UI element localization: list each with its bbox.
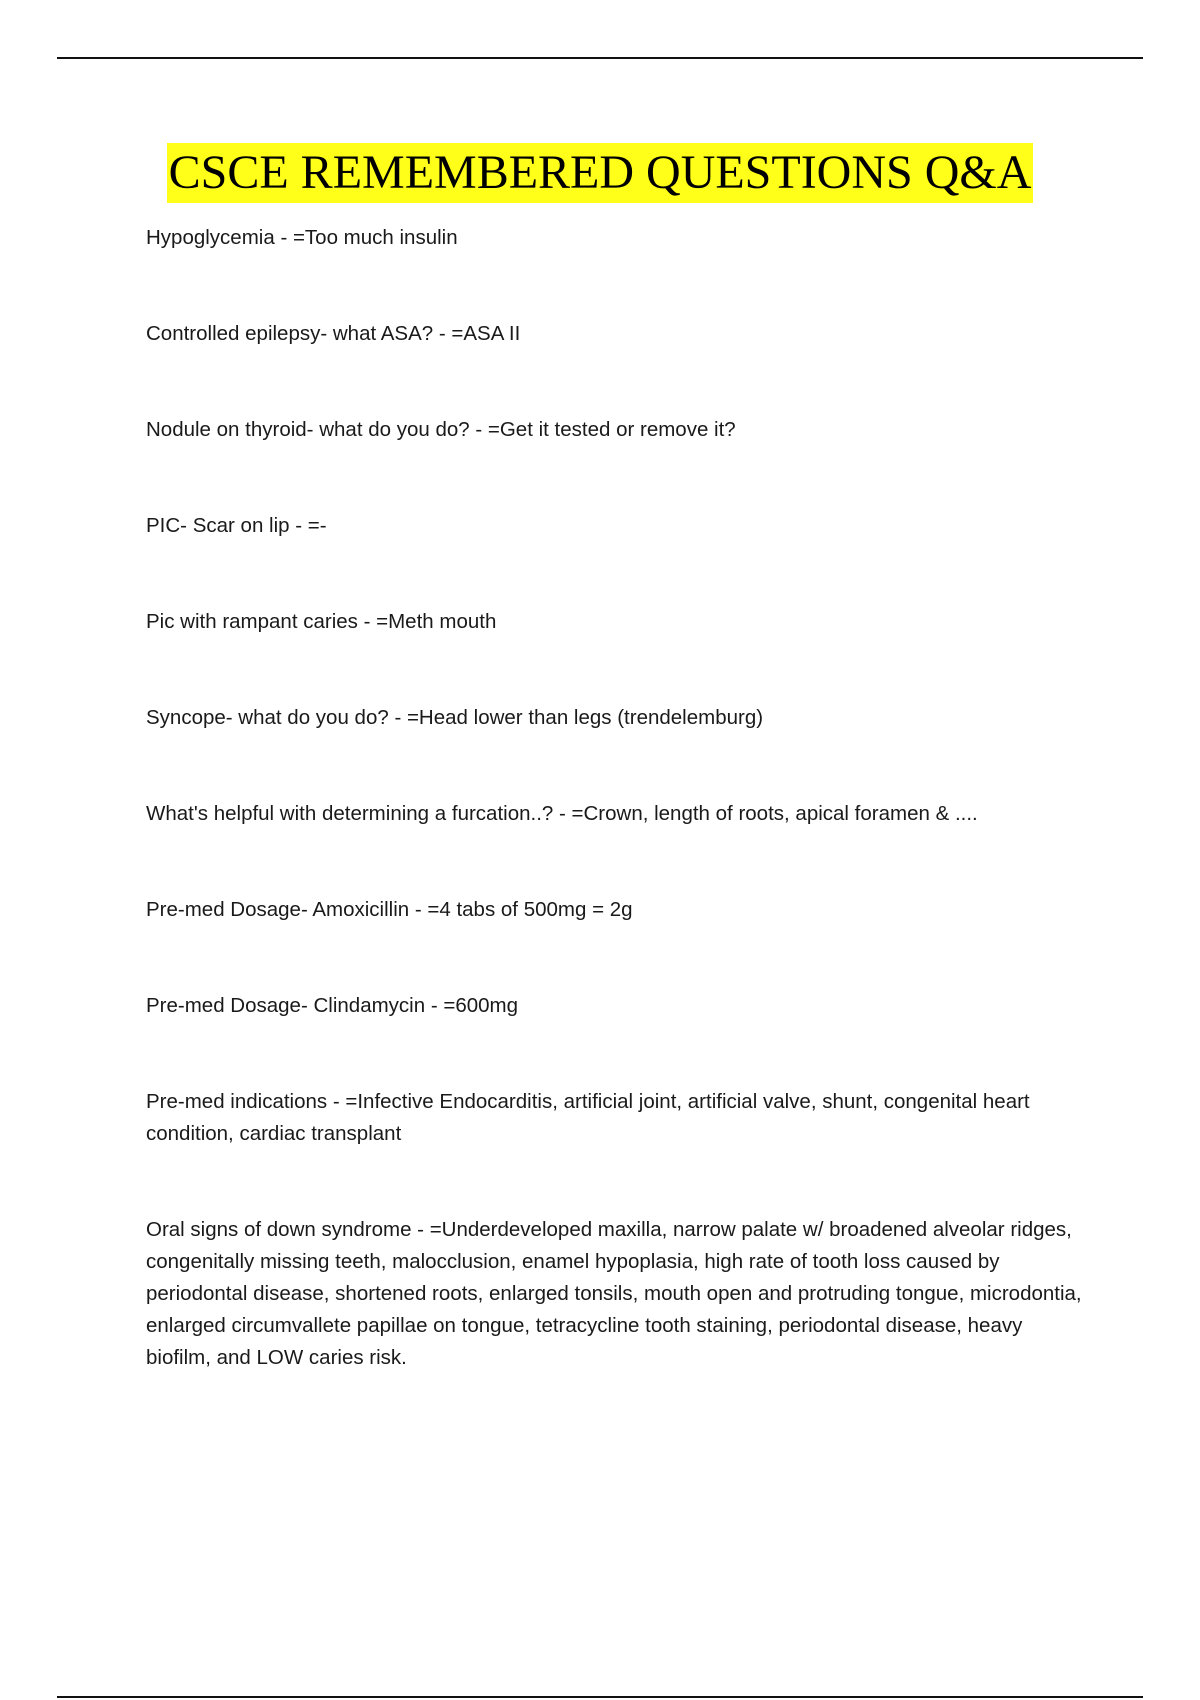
qa-item-thyroid-nodule: Nodule on thyroid- what do you do? - =Get it tested or remove it? [146,418,736,441]
qa-item-rampant-caries: Pic with rampant caries - =Meth mouth [146,610,497,633]
qa-item-furcation: What's helpful with determining a furcation..? - =Crown, length of roots, apical foramen & .... [146,802,978,825]
qa-item-syncope: Syncope- what do you do? - =Head lower than legs (trendelemburg) [146,706,764,729]
qa-list [146,222,1086,1438]
qa-item-amoxicillin-dosage: Pre-med Dosage- Amoxicillin - =4 tabs of 500mg = 2g [146,898,633,921]
qa-item-epilepsy: Controlled epilepsy- what ASA? - =ASA II [146,322,521,345]
qa-item-down-syndrome: Oral signs of down syndrome - =Underdeveloped maxilla, narrow palate w/ broadened alveolar ridges, congenitally missing teeth, malocclusion, enamel hypoplasia, high rate of tooth loss caused by periodontal disease, shortened roots, enlarged tonsils, mouth open and protruding tongue, microdontia, enlarged circumvallete papillae on tongue, tetracycline tooth staining, periodontal disease, heavy biofilm, and LOW caries risk. [146,1218,1088,1369]
qa-item-clindamycin-dosage: Pre-med Dosage- Clindamycin - =600mg [146,994,519,1017]
qa-item-hypoglycemia: Hypoglycemia - =Too much insulin [146,226,458,249]
top-rule [57,57,1143,59]
document-title: CSCE REMEMBERED QUESTIONS Q&A [167,143,1034,203]
title-container [0,143,1200,203]
bottom-rule [57,1696,1143,1698]
qa-item-scar-on-lip: PIC- Scar on lip - =- [146,514,327,537]
qa-item-premed-indications: Pre-med indications - =Infective Endocarditis, artificial joint, artificial valve, shunt, congenital heart condition, cardiac transplant [146,1090,1036,1145]
